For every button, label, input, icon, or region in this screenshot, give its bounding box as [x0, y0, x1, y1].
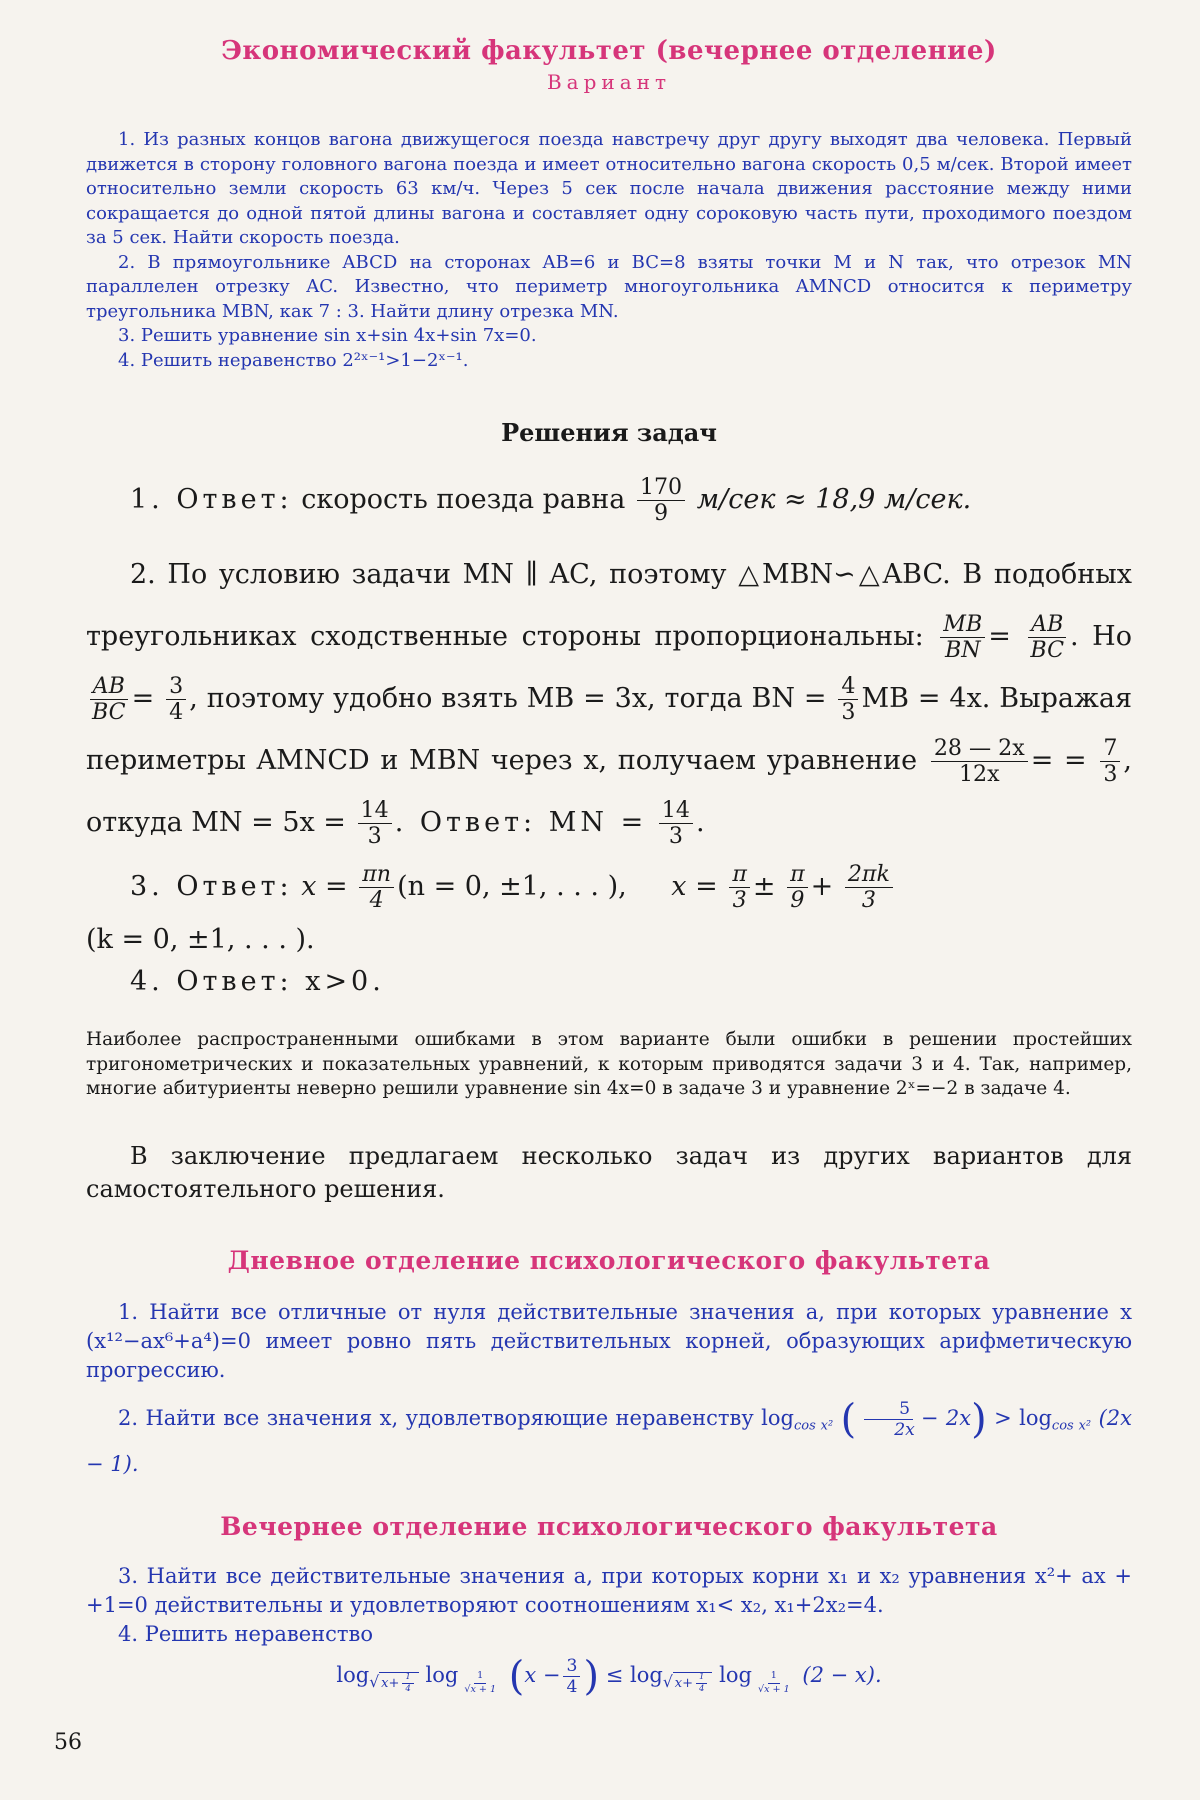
problem-3: 3. Решить уравнение sin x+sin 4x+sin 7x=0.	[118, 325, 537, 346]
perimeter-equation-fraction	[931, 734, 1028, 787]
psych-day-problems	[86, 1298, 1132, 1487]
fraction-numerator: 2πk	[845, 863, 893, 888]
psych-problem-4: 4. Решить неравенство	[118, 1622, 373, 1646]
fraction-four-thirds	[838, 672, 858, 725]
fraction-three-fourths	[166, 672, 186, 725]
solution-2-answer: . Ответ: MN =	[394, 807, 648, 838]
fraction-numerator: 28 — 2x	[931, 737, 1028, 762]
fraction-denominator: 9	[790, 887, 805, 913]
fraction-numerator: 1	[402, 1673, 413, 1684]
log-base-2: cos x²	[1051, 1418, 1092, 1434]
psych-problem-2-text: 2. Найти все значения x, удовлетворяющие неравенству	[118, 1406, 754, 1430]
page-number: 56	[54, 1730, 82, 1755]
fraction-5-2x	[859, 1400, 918, 1439]
solution-2-part-a: 2. По условию задачи MN ∥ AC, поэтому △MBN∽△ABC. В подобных треугольниках сходственные стороны пропорциональны:	[86, 559, 1132, 652]
log-label: log	[761, 1406, 794, 1430]
fraction-numerator: MB	[940, 613, 985, 638]
solution-1-speed: м/сек ≈ 18,9 м/сек.	[696, 484, 972, 516]
section-title-day: Дневное отделение психологического факультета	[227, 1246, 991, 1275]
solution-2-part-d: , откуда MN = 5x =	[86, 745, 1132, 838]
fraction-denominator: BC	[92, 699, 126, 725]
solution-3-x2: x =	[671, 871, 718, 902]
fraction-denominator: 3	[668, 823, 683, 849]
fraction-denominator: 9	[653, 500, 669, 527]
fraction-denominator: 4	[369, 887, 384, 913]
solution-3-k-range: (k = 0, ±1, . . . ).	[86, 924, 315, 955]
fraction-numerator: 4	[838, 675, 858, 700]
fraction-numerator: 3	[166, 675, 186, 700]
psych-problem-1: 1. Найти все отличные от нуля действительные значения a, при которых уравнение x (x¹²−ax⁶+a⁴)=0 имеет ровно пять действительных корней, образующих арифметическую прогрессию.	[86, 1300, 1132, 1382]
fraction-denominator: 3	[1103, 761, 1118, 787]
fraction-denominator: √x + 1	[757, 1683, 790, 1695]
solution-3: 3. Ответ: x = $\frac{\pi n}{4}$ (n = 0, ±1, . . . ), x = $\frac{\pi}{3}$ ± $\frac{\pi}{9}$ + $\frac{2\pi k}{3}$ (k = 0, ±1, . . . ).	[86, 856, 1132, 962]
solution-1-label: 1. Ответ:	[130, 484, 293, 516]
problem-1: 1. Из разных концов вагона движущегося поезда навстречу друг другу выходят два человека. Первый движется в сторону головного вагона поезда и имеет относительно вагона скорость 0,5 м/сек. Второй имеет относительно земли скорость 63 км/ч. Через 5 сек после начала движения расстояние между ними сокращается до одной пятой длины вагона и составляет одну сороковую часть пути, проходимого поездом за 5 сек. Найти скорость поезда.	[86, 129, 1132, 248]
solution-2-part-c: MB = 4x. Выражая периметры AMNCD и MBN через x, получаем уравнение	[86, 683, 1132, 776]
log-base: cos x²	[793, 1418, 834, 1434]
sqrt-x: x+	[381, 1675, 400, 1691]
fraction-denominator: 3	[732, 887, 747, 913]
psych-problem-2: 2. Найти все значения x, удовлетворяющие неравенству $\log_{cos x^2}$ ( $\frac{5}{2x}$ − $2x) > \log_{cos x^2} (2x - 1)$.	[86, 1396, 1132, 1476]
log-arg-rest: − 2x	[920, 1406, 972, 1430]
fraction-numerator: 7	[1100, 737, 1120, 762]
fraction-numerator: π	[729, 863, 750, 888]
inner-log-label: log	[425, 1663, 459, 1687]
problems-main	[86, 128, 1132, 373]
fraction-numerator: 1	[768, 1671, 780, 1683]
solution-1	[86, 476, 1176, 525]
problem-2: 2. В прямоугольнике ABCD на сторонах AB=6 и BC=8 взяты точки M и N так, что отрезок MN параллелен отрезку AC. Известно, что периметр многоугольника AMNCD относится к периметру треугольника MBN, как 7 : 3. Найти длину отрезка MN.	[86, 251, 1132, 322]
solutions-heading: Решения задач	[501, 418, 717, 447]
fraction-fourteen-thirds	[358, 796, 392, 849]
right-arg: (2 − x).	[802, 1663, 882, 1687]
fraction-denominator: 3	[367, 823, 382, 849]
fraction-numerator: πn	[359, 863, 394, 888]
psych-problem-4-formula: $\log_{√ x+ \frac{1}{4}}$ log $_{\frac{1}{√x + 1}}$ (x − $\frac{3}{4}$ ) ≤ $\log_{√ x+ \frac{1}{4}}$ log $_{\frac{1}{√x + 1}}$ (2 − x).	[336, 1653, 882, 1700]
fraction-numerator: 170	[637, 476, 685, 501]
fraction-fourteen-thirds-answer	[659, 796, 693, 849]
errors-note: Наиболее распространенными ошибками в этом варианте были ошибки в решении простейших тригонометрических и показательных уравнений, к которым приводятся задачи 3 и 4. Так, например, многие абитуриенты неверно решили уравнение sin 4x=0 в задаче 3 и уравнение 2ˣ=−2 в задаче 4.	[86, 1029, 1132, 1099]
fraction-denominator: 3	[861, 887, 876, 913]
fraction-2pik-3	[845, 860, 893, 913]
fraction-numerator: AB	[90, 675, 128, 700]
psych-problem-3: 3. Найти все действительные значения a, при которых корни x₁ и x₂ уравнения x²+ ax + +1=0 действительны и удовлетворяют соотношениям x₁< x₂, x₁+2x₂=4.	[86, 1564, 1132, 1617]
fraction-seven-thirds	[1100, 734, 1120, 787]
problem-4-label: 4. Решить неравенство	[118, 349, 337, 371]
fraction-numerator: 14	[659, 799, 693, 824]
page-subtitle: Вариант	[546, 70, 672, 94]
solution-1-text: скорость поезда равна	[301, 484, 626, 516]
fraction-numerator: 3	[563, 1657, 580, 1677]
problem-4	[86, 349, 1132, 374]
solution-2-part-b: , поэтому удобно взять MB = 3x, тогда BN =	[189, 683, 827, 714]
fraction-pin-4	[359, 860, 394, 913]
solution-2: 2. По условию задачи MN ∥ AC, поэтому △MBN∽△ABC. В подобных треугольниках сходственные стороны пропорциональны: $\frac{MB}{BN}$ = $\frac{AB}{BC}$ . Но $\frac{AB}{BC}$ = $\frac{3}{4}$ , поэтому удобно взять MB = 3x, тогда BN = $\frac{4}{3}$ MB = 4x. Выражая периметры AMNCD и MBN через x, получаем уравнение $\frac{28 — 2x}{12x}$ = = $\frac{7}{3}$ , откуда MN = 5x = $\frac{14}{3}$ . Ответ: MN = $\frac{14}{3}$ .	[86, 559, 1132, 849]
psych-evening-problems	[86, 1562, 1132, 1700]
fraction-denominator: 3	[841, 699, 856, 725]
header	[86, 36, 1132, 94]
sqrt-x-2: x+	[674, 1675, 694, 1691]
fraction-numerator: π	[787, 863, 808, 888]
fraction-numerator: 5	[864, 1400, 913, 1420]
log-label: log	[336, 1663, 370, 1687]
fraction-pi-3	[729, 860, 750, 913]
solution-2-no: . Но	[1070, 621, 1132, 652]
log-right-arg: (2x − 1).	[86, 1406, 1132, 1476]
right-log-label: log	[630, 1663, 663, 1687]
fraction-numerator: 14	[358, 799, 392, 824]
fraction-denominator: 2x	[894, 1420, 915, 1440]
ratio-ab-bc-2	[89, 672, 129, 725]
fraction-denominator: 4	[169, 699, 184, 725]
inner-arg: x −	[524, 1663, 561, 1687]
fraction-denominator: 4	[699, 1683, 705, 1694]
le-sign: ≤	[605, 1663, 624, 1687]
fraction-numerator: 1	[474, 1671, 486, 1683]
fraction-denominator: 4	[566, 1677, 578, 1697]
fraction-denominator: BC	[1030, 637, 1065, 663]
fraction-denominator: 4	[405, 1683, 411, 1694]
fraction-numerator: AB	[1028, 613, 1066, 638]
solution-3-n-range: (n = 0, ±1, . . . ),	[397, 871, 627, 902]
solution-1-fraction	[637, 476, 685, 525]
fraction-denominator: √x + 1	[464, 1683, 497, 1695]
problem-4-formula: 2²ˣ⁻¹>1−2ˣ⁻¹.	[342, 349, 469, 371]
ratio-mb-bn	[940, 610, 985, 663]
fraction-denominator: 12x	[958, 761, 1000, 787]
fraction-pi-9	[787, 860, 808, 913]
conclusion: В заключение предлагаем несколько задач из других вариантов для самостоятельного решения.	[86, 1142, 1132, 1203]
fraction-numerator: 1	[696, 1673, 707, 1684]
log-right-label: > log	[994, 1406, 1052, 1430]
solution-3-label: 3. Ответ:	[130, 871, 293, 902]
ratio-ab-bc	[1027, 610, 1067, 663]
solution-4: 4. Ответ: x>0.	[130, 966, 385, 997]
page-title: Экономический факультет (вечернее отделение)	[221, 36, 997, 66]
section-title-evening: Вечернее отделение психологического факультета	[220, 1512, 998, 1541]
solution-3-x1: x =	[301, 871, 348, 902]
fraction-denominator: BN	[944, 637, 981, 663]
right-inner-log-label: log	[719, 1663, 752, 1687]
